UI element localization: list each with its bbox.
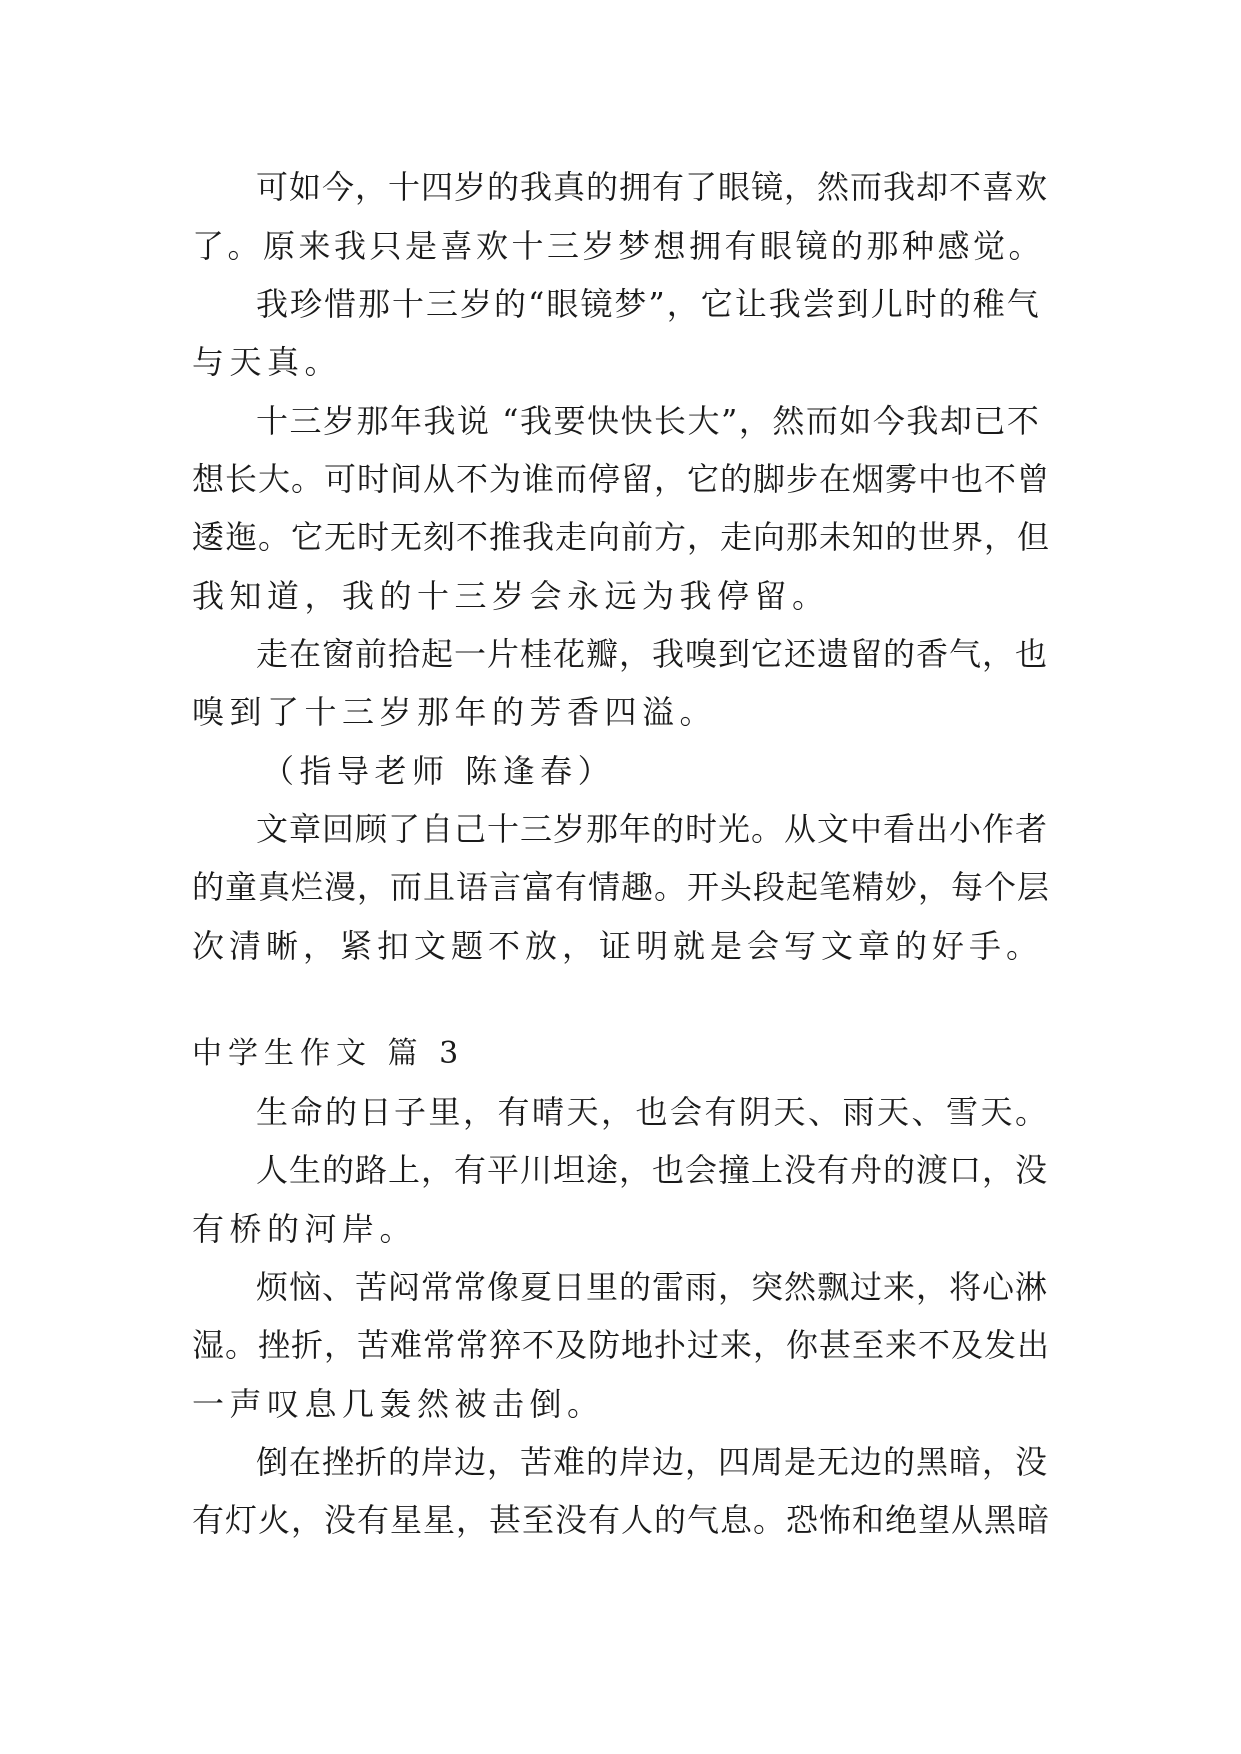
- paragraph-line: 我珍惜那十三岁的“眼镜梦”，它让我尝到儿时的稚气: [256, 285, 1041, 323]
- paragraph-line: 走在窗前拾起一片桂花瓣，我嗅到它还遗留的香气，也: [256, 635, 1049, 673]
- paragraph-line: 十三岁那年我说 “我要快快长大”，然而如今我却已不: [256, 402, 1041, 440]
- paragraph-line: 可如今，十四岁的我真的拥有了眼镜，然而我却不喜欢: [256, 168, 1049, 206]
- paragraph-line: 逶迤。它无时无刻不推我走向前方，走向那未知的世界，但: [192, 518, 1051, 556]
- paragraph-line: 了。原来我只是喜欢十三岁梦想拥有眼镜的那种感觉。: [192, 227, 1045, 265]
- instructor-note: （指导老师 陈逢春）: [262, 752, 616, 790]
- paragraph-line: 想长大。可时间从不为谁而停留，它的脚步在烟雾中也不曾: [192, 460, 1051, 498]
- paragraph-line: 烦恼、苦闷常常像夏日里的雷雨，突然飘过来，将心淋: [256, 1268, 1049, 1306]
- paragraph-line: 人生的路上，有平川坦途，也会撞上没有舟的渡口，没: [256, 1151, 1049, 1189]
- paragraph-line: 的童真烂漫，而且语言富有情趣。开头段起笔精妙，每个层: [192, 868, 1051, 906]
- section-heading: 中学生作文 篇 3: [192, 1036, 465, 1071]
- paragraph-line: 有灯火，没有星星，甚至没有人的气息。恐怖和绝望从黑暗: [192, 1501, 1051, 1539]
- paragraph-line: 一声叹息几轰然被击倒。: [192, 1385, 605, 1423]
- paragraph-line: 生命的日子里，有晴天，也会有阴天、雨天、雪天。: [256, 1093, 1050, 1131]
- paragraph-line: 与天真。: [192, 343, 343, 381]
- paragraph-line: 我知道，我的十三岁会永远为我停留。: [192, 577, 830, 615]
- paragraph-line: 次清晰，紧扣文题不放，证明就是会写文章的好手。: [192, 927, 1044, 965]
- paragraph-line: 嗅到了十三岁那年的芳香四溢。: [192, 693, 718, 731]
- paragraph-line: 倒在挫折的岸边，苦难的岸边，四周是无边的黑暗，没: [256, 1443, 1049, 1481]
- paragraph-line: 湿。挫折，苦难常常猝不及防地扑过来，你甚至来不及发出: [192, 1326, 1051, 1364]
- paragraph-line: 文章回顾了自己十三岁那年的时光。从文中看出小作者: [256, 810, 1049, 848]
- paragraph-line: 有桥的河岸。: [192, 1210, 418, 1248]
